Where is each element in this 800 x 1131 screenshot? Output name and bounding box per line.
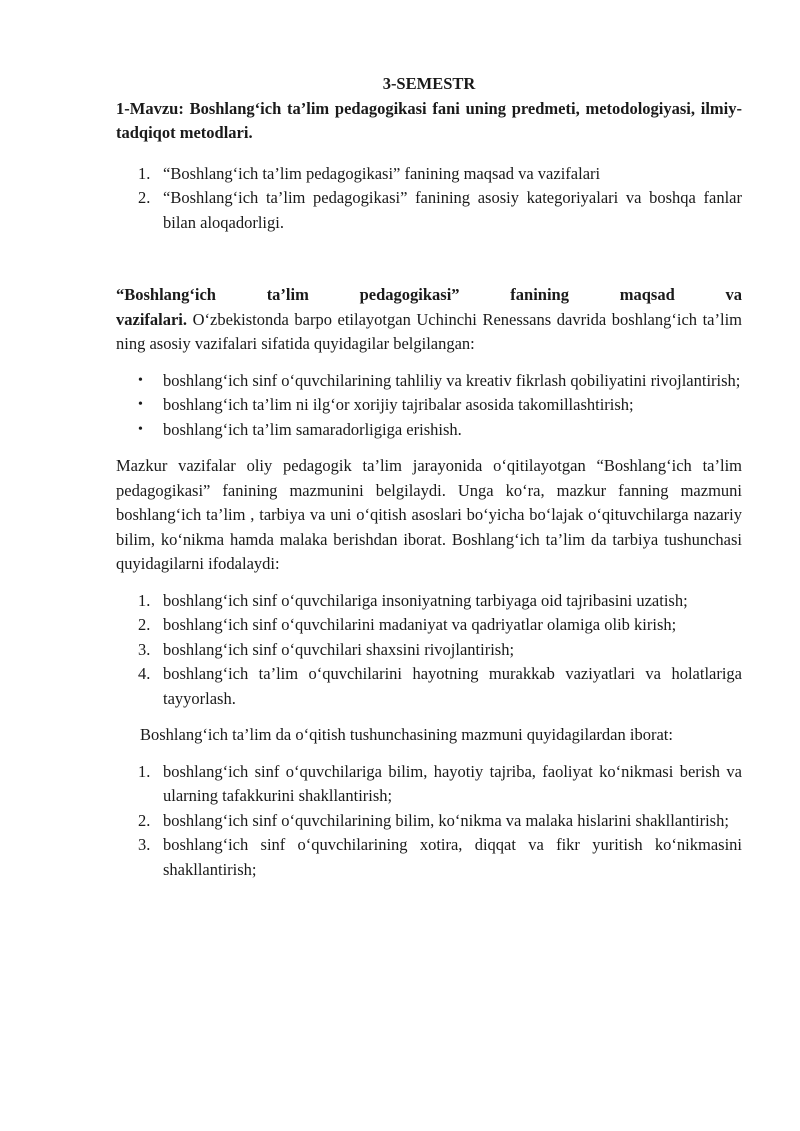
list-item	[116, 613, 742, 638]
list-number: 1.	[138, 590, 151, 610]
list-item	[116, 809, 742, 834]
outline-list	[116, 162, 742, 236]
bullet-icon: •	[138, 372, 143, 388]
list-number: 1.	[138, 761, 151, 781]
list-item-text: boshlang‘ich sinf o‘quvchilarining tahliliy va kreativ fikrlash qobiliyatini rivojlantirish;	[163, 370, 741, 390]
list-number: 1.	[138, 163, 151, 183]
list-item	[116, 186, 742, 235]
list-item	[116, 760, 742, 809]
list-number: 2.	[138, 810, 151, 830]
list-number: 3.	[138, 835, 151, 854]
tasks-list	[116, 369, 742, 443]
list-number: 3.	[138, 639, 151, 659]
list-item-text: boshlang‘ich ta’lim samaradorligiga erishish.	[163, 419, 462, 439]
teaching-list	[116, 760, 742, 883]
list-number: 2.	[138, 615, 151, 634]
list-item-text: boshlang‘ich ta’lim o‘quvchilarini hayotning murakkab vaziyatlari va holatlariga tayyorlash.	[163, 664, 742, 708]
list-item	[116, 833, 742, 882]
list-item-text: boshlang‘ich ta’lim ni ilg‘or xorijiy tajribalar asosida takomillashtirish;	[163, 395, 634, 414]
list-item	[116, 589, 742, 614]
body-paragraph: Boshlang‘ich ta’lim da o‘qitish tushunchasining mazmuni quyidagilardan iborat:	[140, 725, 673, 744]
bullet-icon: •	[138, 421, 143, 437]
list-item	[116, 418, 742, 443]
list-item	[116, 369, 742, 394]
list-number: 4.	[138, 664, 151, 683]
body-paragraph: Mazkur vazifalar oliy pedagogik ta’lim jarayonida o‘qitilayotgan “Boshlang‘ich ta’lim pedagogikasi” fanining mazmunini belgilaydi. Unga ko‘ra, mazkur fanning mazmuni boshlang‘ich ta’lim , tarbiya va uni o‘qitish asoslari bo‘yicha bo‘lajak o‘qituvchilarga nazariy bilim, ko‘nikma hamda malaka berishdan iborat. Boshlang‘ich ta’lim da tarbiya tushunchasi quyidagilarni ifodalaydi:	[116, 456, 742, 573]
list-item	[116, 393, 742, 418]
bullet-icon: •	[138, 397, 143, 412]
document-page	[116, 72, 742, 882]
list-item-text: boshlang‘ich sinf o‘quvchilarini madaniyat va qadriyatlar olamiga olib kirish;	[163, 615, 677, 634]
section-intro-text: O‘zbekistonda barpo etilayotgan Uchinchi Renessans davrida boshlang‘ich ta’lim ning asosiy vazifalari sifatida quyidagilar belgilangan:	[116, 309, 742, 353]
section-intro-paragraph	[116, 283, 742, 357]
list-item-text: boshlang‘ich sinf o‘quvchilari shaxsini rivojlantirish;	[163, 639, 515, 659]
list-item-text: boshlang‘ich sinf o‘quvchilarining xotira, diqqat va fikr yuritish ko‘nikmasini shakllantirish;	[163, 835, 742, 879]
list-item	[116, 662, 742, 711]
section-heading-tail: vazifalari.	[116, 309, 188, 329]
list-item	[116, 162, 742, 187]
list-item	[116, 638, 742, 663]
semester-title: 3-SEMESTR	[382, 74, 476, 93]
list-item-text: “Boshlang‘ich ta’lim pedagogikasi” fanining maqsad va vazifalari	[163, 163, 601, 183]
list-item-text: “Boshlang‘ich ta’lim pedagogikasi” fanining asosiy kategoriyalari va boshqa fanlar bilan aloqadorligi.	[163, 188, 742, 232]
list-item-text: boshlang‘ich sinf o‘quvchilarining bilim, ko‘nikma va malaka hislarini shakllantirish;	[163, 810, 729, 830]
list-item-text: boshlang‘ich sinf o‘quvchilariga bilim, hayotiy tajriba, faoliyat ko‘nikmasi berish va ularning tafakkurini shakllantirish;	[163, 761, 742, 805]
upbringing-list	[116, 589, 742, 712]
list-item-text: boshlang‘ich sinf o‘quvchilariga insoniyatning tarbiyaga oid tajribasini uzatish;	[163, 590, 688, 610]
list-number: 2.	[138, 188, 151, 207]
section-heading: “Boshlang‘ich ta’lim pedagogikasi” fanining maqsad va	[116, 285, 742, 304]
topic-heading: 1-Mavzu: Boshlang‘ich ta’lim pedagogikasi fani uning predmeti, metodologiyasi, ilmiy-tadqiqot metodlari.	[116, 98, 742, 142]
